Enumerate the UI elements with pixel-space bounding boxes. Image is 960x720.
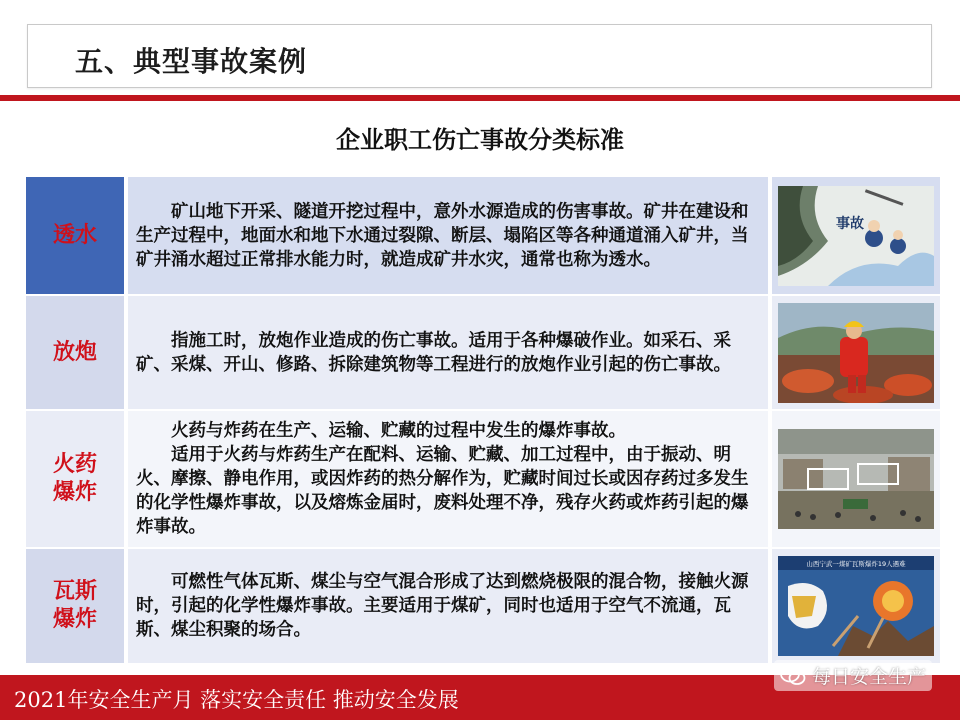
table-row (26, 549, 940, 663)
page-title: 五、典型事故案例 (75, 45, 308, 78)
image-cell (770, 177, 940, 294)
description-text: 适用于火药与炸药生产在配料、运输、贮藏、加工过程中，由于振动、明火、摩擦、静电作用，或因炸药的热分解作为，贮藏时间过长或因存药过多发生的化学性爆炸事故，以及熔炼金届时，废料处理不净，残存火药或炸药引起的爆炸事故。 (136, 445, 749, 537)
category-cell: 放炮 (26, 296, 126, 409)
explosion-ruins-photo (778, 429, 934, 529)
category-cell: 瓦斯 爆炸 (26, 549, 126, 663)
category-cell: 透水 (26, 177, 126, 294)
image-label: 事故 (836, 215, 864, 232)
description-cell (128, 177, 768, 294)
image-cell (770, 296, 940, 409)
wechat-watermark (774, 660, 932, 691)
wechat-icon (780, 665, 806, 687)
watermark-text: 每日安全生产 (811, 666, 926, 688)
description-text: 火药与炸药在生产、运输、贮藏的过程中发生的爆炸事故。 (171, 421, 626, 441)
description-text: 可燃性气体瓦斯、煤尘与空气混合形成了达到燃烧极限的混合物，接触火源时，引起的化学性爆炸事故。主要适用于煤矿，同时也适用于空气不流通，瓦斯、煤尘积聚的场合。 (136, 572, 749, 640)
gas-explosion-infographic (778, 556, 934, 656)
top-red-bar (0, 95, 960, 101)
table-title: 企业职工伤亡事故分类标准 (336, 126, 624, 154)
description-cell (128, 411, 768, 547)
image-cell (770, 411, 940, 547)
image-label: 山西宁武一煤矿瓦斯爆炸19人遇难 (806, 560, 906, 568)
table-row (26, 411, 940, 547)
image-cell (770, 549, 940, 663)
footer-slogan: 2021年安全生产月 落实安全责任 推动安全发展 (14, 688, 459, 712)
description-cell (128, 296, 768, 409)
category-cell: 火药 爆炸 (26, 411, 126, 547)
blasting-worker-photo (778, 303, 934, 403)
description-cell (128, 549, 768, 663)
title-box (27, 24, 932, 88)
accident-classification-table (26, 177, 940, 663)
flooding-cartoon-image (778, 186, 934, 286)
table-row (26, 296, 940, 409)
description-text: 矿山地下开采、隧道开挖过程中，意外水源造成的伤害事故。矿井在建设和生产过程中，地面水和地下水通过裂隙、断层、塌陷区等各种通道涌入矿井，当矿井涌水超过正常排水能力时，就造成矿井水灾，通常也称为透水。 (136, 201, 749, 270)
description-text: 指施工时，放炮作业造成的伤亡事故。适用于各种爆破作业。如采石、采矿、采煤、开山、修路、拆除建筑物等工程进行的放炮作业引起的伤亡事故。 (136, 330, 731, 375)
table-row (26, 177, 940, 294)
